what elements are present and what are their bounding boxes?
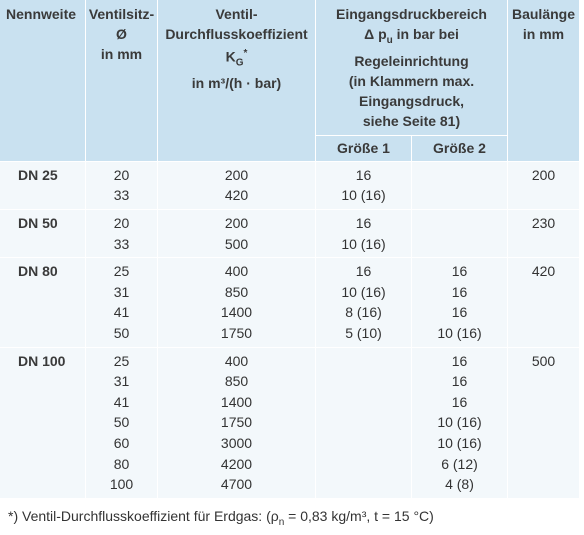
kg-cell-value: 850 bbox=[224, 283, 249, 300]
groesse-2-cell-value: 16 bbox=[451, 352, 468, 369]
ventilsitz-cell-value: 25 bbox=[113, 263, 130, 280]
kg-cell bbox=[158, 347, 316, 498]
header-nennweite: Nennweite bbox=[0, 0, 86, 161]
groesse-1-cell-value bbox=[318, 433, 409, 454]
groesse-1-cell-value: 10 (16) bbox=[341, 235, 386, 252]
ventilsitz-cell-value: 31 bbox=[113, 283, 130, 300]
groesse-1-cell-value bbox=[318, 351, 409, 372]
groesse-1-cell-value: 10 (16) bbox=[341, 187, 386, 204]
header-groesse-1: Größe 1 bbox=[316, 135, 412, 161]
header-baulaenge: Baulänge in mm bbox=[508, 0, 580, 161]
baulaenge-cell: 500 bbox=[508, 347, 580, 498]
ventilsitz-cell bbox=[86, 209, 158, 257]
table-row bbox=[0, 347, 580, 498]
table-row bbox=[0, 209, 580, 257]
header-ventilsitz: Ventilsitz- Ø in mm bbox=[86, 0, 158, 161]
kg-cell-value: 1400 bbox=[220, 393, 253, 410]
groesse-1-cell-value bbox=[318, 392, 409, 413]
groesse-2-cell-value: 6 (12) bbox=[441, 455, 478, 472]
ventilsitz-cell-value: 33 bbox=[113, 187, 130, 204]
groesse-2-cell-value: 16 bbox=[451, 263, 468, 280]
header-groesse-2: Größe 2 bbox=[412, 135, 508, 161]
nennweite-cell: DN 80 bbox=[0, 257, 86, 346]
kg-cell-value: 200 bbox=[224, 214, 249, 231]
kg-cell-value: 400 bbox=[224, 352, 249, 369]
baulaenge-cell: 230 bbox=[508, 209, 580, 257]
groesse-1-cell-value bbox=[318, 371, 409, 392]
groesse-1-cell-value bbox=[318, 412, 409, 433]
groesse-2-cell-value: 16 bbox=[451, 283, 468, 300]
groesse-1-cell-value: 16 bbox=[355, 166, 372, 183]
ventilsitz-cell bbox=[86, 347, 158, 498]
groesse-1-cell bbox=[316, 161, 412, 209]
groesse-2-cell-value: 16 bbox=[451, 393, 468, 410]
kg-cell-value: 420 bbox=[224, 187, 249, 204]
ventilsitz-cell bbox=[86, 257, 158, 346]
table-row bbox=[0, 161, 580, 209]
baulaenge-cell: 420 bbox=[508, 257, 580, 346]
groesse-2-cell-value: 10 (16) bbox=[437, 434, 482, 451]
ventilsitz-cell-value: 41 bbox=[113, 304, 130, 321]
groesse-2-cell bbox=[412, 209, 508, 257]
kg-cell-value: 3000 bbox=[220, 434, 253, 451]
ventilsitz-cell-value: 25 bbox=[113, 352, 130, 369]
kg-cell-value: 1750 bbox=[220, 414, 253, 431]
groesse-2-cell-value bbox=[414, 213, 505, 234]
ventilsitz-cell bbox=[86, 161, 158, 209]
groesse-2-cell-value: 16 bbox=[451, 373, 468, 390]
header-eingangsdruckbereich: Eingangsdruckbereich Δ $p_u$ in bar bei Regeleinrichtung (in Klammern max. Eingangsdruck, siehe Seite 81) bbox=[316, 0, 508, 135]
footnote: *) Ventil-Durchflusskoeffizient für Erdgas: ($\rho_n = 0,83$ kg/m³, t = 15 °C) bbox=[8, 508, 434, 528]
groesse-2-cell bbox=[412, 161, 508, 209]
kg-cell-value: 500 bbox=[224, 235, 249, 252]
groesse-1-cell-value: 10 (16) bbox=[341, 283, 386, 300]
ventilsitz-cell-value: 50 bbox=[113, 324, 130, 341]
kg-cell-value: 1750 bbox=[220, 324, 253, 341]
groesse-1-cell bbox=[316, 209, 412, 257]
ventilsitz-cell-value: 60 bbox=[113, 434, 130, 451]
groesse-2-cell-value bbox=[414, 185, 505, 206]
kg-cell bbox=[158, 257, 316, 346]
kg-cell-value: 400 bbox=[224, 263, 249, 280]
nennweite-cell: DN 25 bbox=[0, 161, 86, 209]
groesse-2-cell-value: 4 (8) bbox=[445, 476, 474, 493]
groesse-2-cell bbox=[412, 257, 508, 346]
baulaenge-cell: 200 bbox=[508, 161, 580, 209]
nennweite-cell: DN 50 bbox=[0, 209, 86, 257]
kg-cell bbox=[158, 161, 316, 209]
groesse-1-cell-value: 16 bbox=[355, 214, 372, 231]
ventilsitz-cell-value: 20 bbox=[113, 214, 130, 231]
ventilsitz-cell-value: 100 bbox=[109, 476, 134, 493]
groesse-1-cell-value: 5 (10) bbox=[345, 324, 382, 341]
table-body bbox=[0, 161, 580, 498]
groesse-1-cell bbox=[316, 257, 412, 346]
ventilsitz-cell-value: 33 bbox=[113, 235, 130, 252]
groesse-1-cell-value bbox=[318, 474, 409, 495]
ventilsitz-cell-value: 20 bbox=[113, 166, 130, 183]
groesse-1-cell-value bbox=[318, 454, 409, 475]
groesse-1-cell-value: 16 bbox=[355, 263, 372, 280]
ventilsitz-cell-value: 80 bbox=[113, 455, 130, 472]
groesse-2-cell-value: 10 (16) bbox=[437, 324, 482, 341]
ventilsitz-cell-value: 31 bbox=[113, 373, 130, 390]
groesse-2-cell-value bbox=[414, 165, 505, 186]
kg-cell-value: 4700 bbox=[220, 476, 253, 493]
groesse-2-cell-value: 10 (16) bbox=[437, 414, 482, 431]
groesse-1-cell-value: 8 (16) bbox=[345, 304, 382, 321]
groesse-2-cell-value: 16 bbox=[451, 304, 468, 321]
header-durchflusskoeffizient: Ventil- Durchflusskoeffizient $K_G^*$ in m³/(h · bar) bbox=[158, 0, 316, 161]
kg-cell-value: 850 bbox=[224, 373, 249, 390]
kg-cell-value: 200 bbox=[224, 166, 249, 183]
kg-cell-value: 4200 bbox=[220, 455, 253, 472]
ventilsitz-cell-value: 41 bbox=[113, 393, 130, 410]
groesse-1-cell bbox=[316, 347, 412, 498]
groesse-2-cell bbox=[412, 347, 508, 498]
nennweite-cell: DN 100 bbox=[0, 347, 86, 498]
kg-cell-value: 1400 bbox=[220, 304, 253, 321]
table-row bbox=[0, 257, 580, 346]
ventilsitz-cell-value: 50 bbox=[113, 414, 130, 431]
groesse-2-cell-value bbox=[414, 234, 505, 255]
kg-cell bbox=[158, 209, 316, 257]
